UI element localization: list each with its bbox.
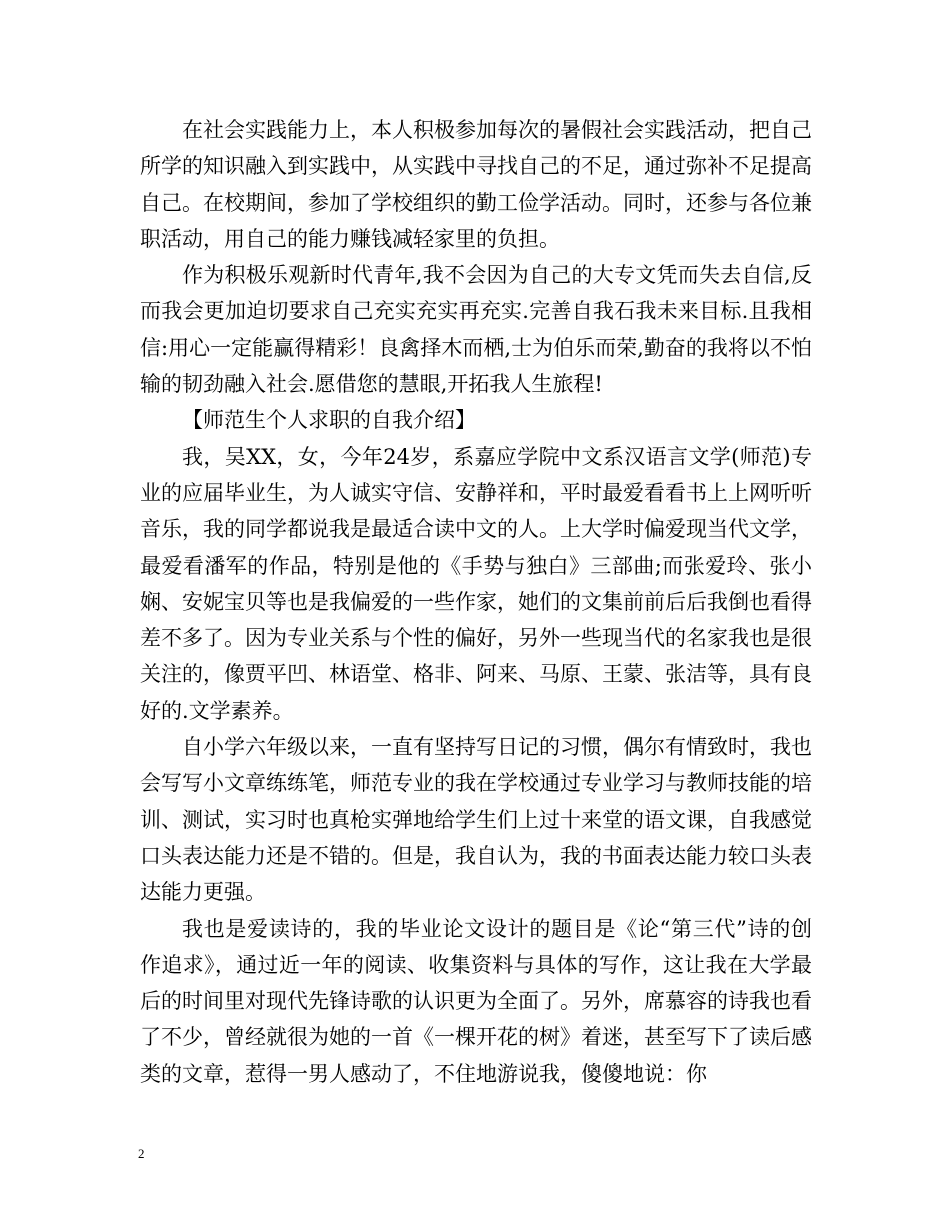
paragraph-self-introduction: 我，吴XX，女，今年24岁，系嘉应学院中文系汉语言文学(师范)专业的应届毕业生，为人诚实守信、安静祥和，平时最爱看看书上上网听听音乐，我的同学都说我是最适合读中文的人。上大学时偏爱现当代文学，最爱看潘军的作品，特别是他的《手势与独白》三部曲;而张爱玲、张小娴、安妮宝贝等也是我偏爱的一些作家，她们的文集前前后后我倒也看得差不多了。因为专业关系与个性的偏好，另外一些现当代的名家我也是很关注的，像贾平凹、林语堂、格非、阿来、马原、王蒙、张洁等，具有良好的.文学素养。: [140, 444, 812, 723]
page-number: 2: [138, 1146, 145, 1161]
paragraph-poetry: 我也是爱读诗的，我的毕业论文设计的题目是《论“第三代”诗的创作追求》，通过近一年的阅读、收集资料与具体的写作，这让我在大学最后的时间里对现代先锋诗歌的认识更为全面了。另外，席慕容的诗我也看了不少，曾经就很为她的一首《一棵开花的树》着迷，甚至写下了读后感类的文章，惹得一男人感动了，不住地游说我，傻傻地说：你: [140, 916, 812, 1086]
section-heading: 【师范生个人求职的自我介绍】: [182, 408, 476, 433]
paragraph-writing-habit: 自小学六年级以来，一直有坚持写日记的习惯，偶尔有情致时，我也会写写小文章练练笔，师范专业的我在学校通过专业学习与教师技能的培训、测试，实习时也真枪实弹地给学生们上过十来堂的语文课，自我感觉口头表达能力还是不错的。但是，我自认为，我的书面表达能力较口头表达能力更强。: [140, 735, 812, 905]
document-body: [140, 112, 812, 1092]
paragraph-self-confidence: 作为积极乐观新时代青年,我不会因为自己的大专文凭而失去自信,反而我会更加迫切要求自己充实充实再充实.完善自我石我未来目标.且我相信:用心一定能赢得精彩！良禽择木而栖,士为伯乐而荣,勤奋的我将以不怕输的韧劲融入社会.愿借您的慧眼,开拓我人生旅程!: [140, 263, 812, 397]
paragraph-social-practice: 在社会实践能力上，本人积极参加每次的暑假社会实践活动，把自己所学的知识融入到实践中，从实践中寻找自己的不足，通过弥补不足提高自己。在校期间，参加了学校组织的勤工俭学活动。同时，还参与各位兼职活动，用自己的能力赚钱减轻家里的负担。: [140, 118, 812, 251]
